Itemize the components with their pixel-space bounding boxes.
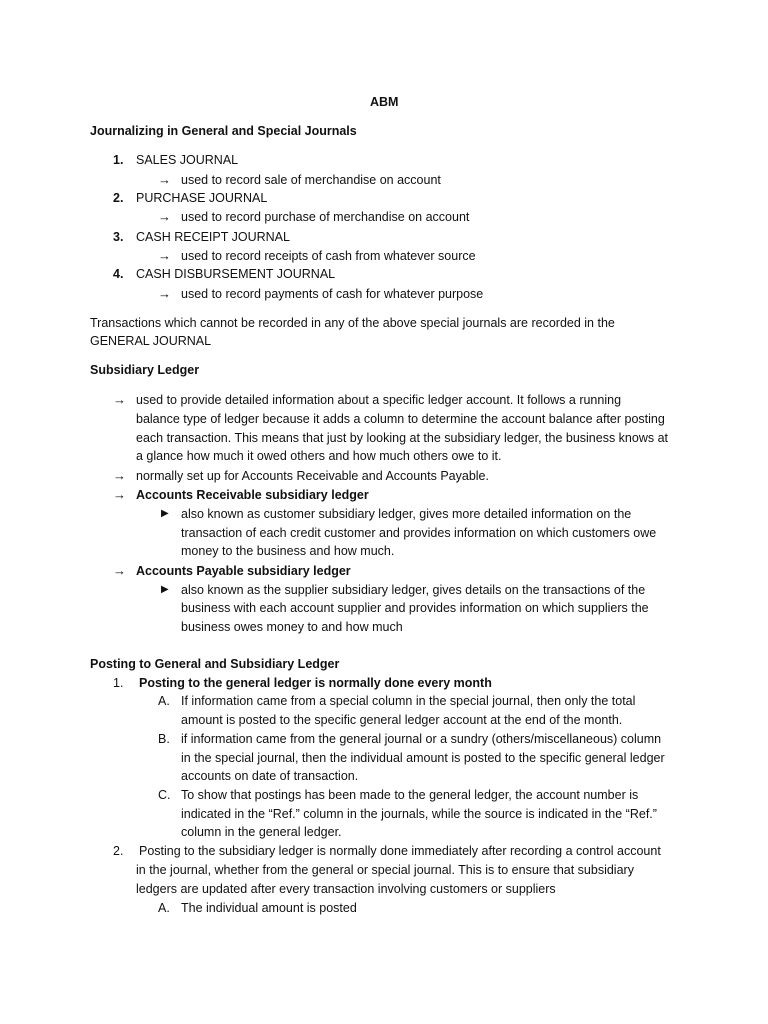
journal-name: CASH RECEIPT JOURNAL [136,230,290,244]
paragraph-line: Transactions which cannot be recorded in any of the above special journals are recorded in the [90,316,615,330]
list-number: 1. [113,676,124,690]
paragraph-line: a glance how much it owed others and how much others owe to it. [136,449,502,463]
list-number: 1. [113,153,124,167]
list-number: 2. [113,844,124,858]
sub-item-label: A. [158,901,170,915]
journal-description: used to record sale of merchandise on account [181,173,441,187]
paragraph-line: If information came from a special column in the special journal, then only the total [181,694,636,708]
list-number: 4. [113,267,124,281]
right-arrow-icon: → [158,248,171,263]
journal-name: CASH DISBURSEMENT JOURNAL [136,267,336,281]
journal-name: PURCHASE JOURNAL [136,191,268,205]
paragraph-line: also known as the supplier subsidiary ledger, gives details on the transactions of the [181,583,646,597]
list-number: 2. [113,191,124,205]
journal-name: SALES JOURNAL [136,153,239,167]
paragraph-line: used to provide detailed information about a specific ledger account. It follows a running [136,393,622,407]
right-arrow-icon: → [158,172,171,187]
sub-item-label: C. [158,788,171,802]
paragraph-line: GENERAL JOURNAL [90,334,212,348]
sub-item-label: A. [158,694,170,708]
triangle-bullet-icon: ▶ [161,508,169,519]
paragraph-line: if information came from the general journal or a sundry (others/miscellaneous) column [181,732,662,746]
paragraph-line: column in the general ledger. [181,825,342,839]
right-arrow-icon: → [158,286,171,301]
sub-item-label: B. [158,732,170,746]
journal-description: used to record payments of cash for whatever purpose [181,287,484,301]
paragraph-line: normally set up for Accounts Receivable and Accounts Payable. [136,469,489,483]
posting-item-heading: Posting to the general ledger is normally done every month [139,676,492,690]
section-heading-journalizing: Journalizing in General and Special Journals [90,124,357,138]
paragraph-line: To show that postings has been made to the general ledger, the account number is [181,788,639,802]
right-arrow-icon: → [158,209,171,224]
paragraph-line: balance type of ledger because it adds a column to determine the account balance after posting [136,412,665,426]
paragraph-line: ledgers are updated after every transaction involving customers or suppliers [136,882,556,896]
journal-description: used to record receipts of cash from whatever source [181,249,476,263]
right-arrow-icon: → [113,392,126,407]
paragraph-line: indicated in the “Ref.” column in the journals, while the source is indicated in the “Ref.” [181,807,657,821]
document-title: ABM [370,95,399,109]
paragraph-line: The individual amount is posted [181,901,357,915]
paragraph-line: in the journal, whether from the general or special journal. This is to ensure that subsidiary [136,863,634,877]
paragraph-line: in the special journal, then the individual amount is posted to the specific general ledger [181,751,665,765]
right-arrow-icon: → [113,487,126,502]
section-heading-subsidiary: Subsidiary Ledger [90,363,200,377]
paragraph-line: amount is posted to the specific general ledger account at the end of the month. [181,713,623,727]
paragraph-line: business with each account supplier and provides information on which suppliers the [181,601,649,615]
right-arrow-icon: → [113,468,126,483]
triangle-bullet-icon: ▶ [161,584,169,595]
paragraph-line: also known as customer subsidiary ledger, gives more detailed information on the [181,507,632,521]
paragraph-line: transaction of each credit customer and provides information on which customers owe [181,526,657,540]
paragraph-line: business owes money to and how much [181,620,403,634]
paragraph-line: Posting to the subsidiary ledger is normally done immediately after recording a control account [139,844,661,858]
ar-ledger-heading: Accounts Receivable subsidiary ledger [136,488,369,502]
section-heading-posting: Posting to General and Subsidiary Ledger [90,657,340,671]
paragraph-line: accounts on date of transaction. [181,769,359,783]
list-number: 3. [113,230,124,244]
paragraph-line: money to the business and how much. [181,544,395,558]
journal-description: used to record purchase of merchandise on account [181,210,470,224]
paragraph-line: each transaction. This means that just by looking at the subsidiary ledger, the business knows at [136,431,669,445]
right-arrow-icon: → [113,563,126,578]
ap-ledger-heading: Accounts Payable subsidiary ledger [136,564,351,578]
